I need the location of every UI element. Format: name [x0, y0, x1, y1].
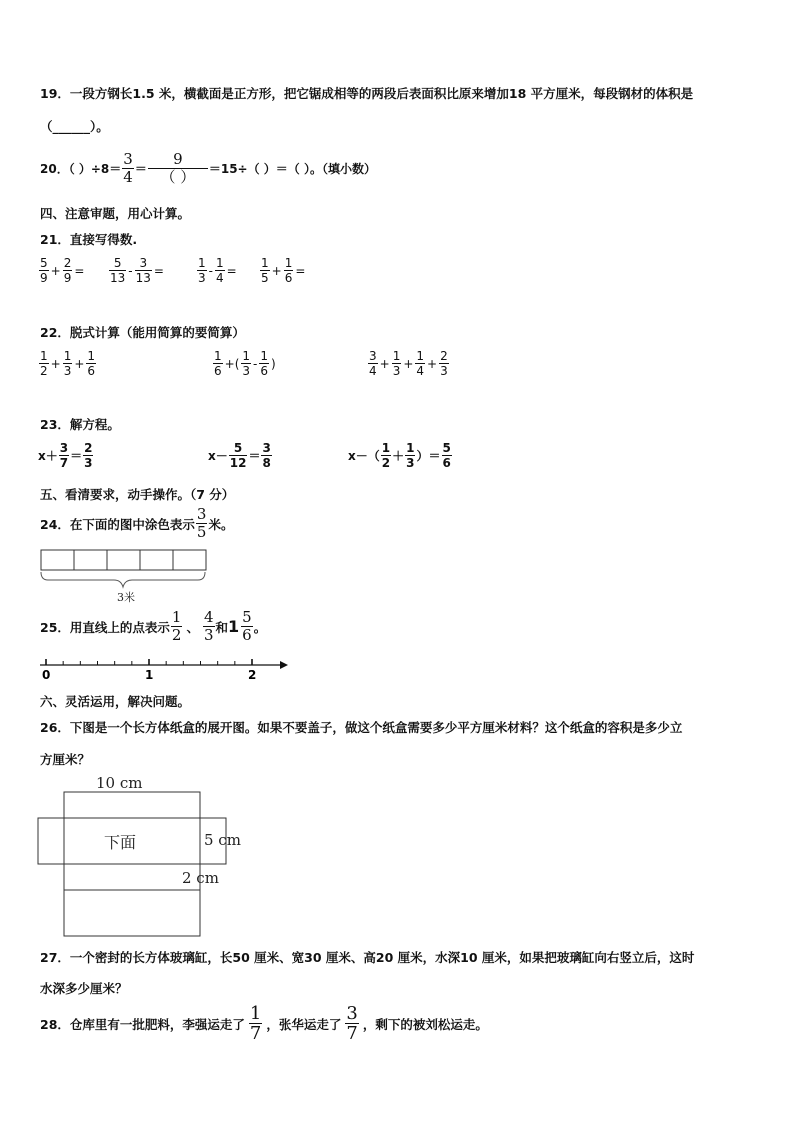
fraction: $\frac{1}{2}$ — [171, 608, 182, 644]
operator: + — [74, 356, 85, 371]
section-4-heading: 四、注意审题，用心计算。 — [40, 206, 191, 221]
q28-text-mid: ，张华运走了 — [266, 1016, 342, 1032]
label-bottom-face: 下面 — [104, 833, 137, 852]
q28-line — [40, 1004, 488, 1043]
fraction: $\frac{1}{4}$ — [215, 256, 224, 285]
q20-fraction-2: $\frac{9}{( )}$ — [148, 151, 208, 186]
label-5cm: 5 cm — [204, 831, 241, 849]
q28-text: 28．仓库里有一批肥料，李强运走了 — [40, 1016, 245, 1032]
fraction: $\frac{3}{7}$ — [59, 441, 69, 470]
variable: x－ — [208, 449, 228, 463]
operator: + — [379, 356, 390, 371]
brace — [41, 572, 205, 587]
q28-text-end: ，剩下的被刘松运走。 — [362, 1016, 488, 1032]
variable: x－（ — [348, 449, 380, 463]
fraction: $\frac{1}{6}$ — [87, 349, 96, 378]
q25-line — [40, 609, 266, 644]
net-top-face — [64, 792, 200, 818]
operator: + — [427, 356, 438, 371]
label-10cm: 10 cm — [96, 774, 143, 792]
operator: ＋ — [392, 449, 405, 463]
q22-expr-3 — [367, 349, 450, 378]
fraction: $\frac{1}{2}$ — [381, 441, 391, 470]
brace-label: 3米 — [117, 591, 135, 604]
q21-title: 21．直接写得数. — [40, 232, 138, 247]
equals: = — [295, 263, 306, 278]
section-6-heading: 六、灵活运用，解决问题。 — [40, 694, 191, 709]
q25-text: 25．用直线上的点表示 — [40, 619, 170, 635]
q21-item — [108, 256, 165, 285]
fraction: $\frac{1}{3}$ — [406, 441, 415, 470]
q22-expr-2 — [212, 349, 277, 378]
q23-title: 23．解方程。 — [40, 417, 120, 432]
q24-bar-diagram — [36, 546, 216, 606]
q24-line — [40, 506, 233, 541]
q23-eq-3 — [348, 441, 453, 470]
q24-unit: 米。 — [208, 516, 234, 532]
bar-segment[interactable] — [140, 550, 173, 570]
q20 — [40, 151, 376, 186]
operator: +( — [224, 356, 240, 371]
equals: = — [153, 263, 164, 278]
fraction: $\frac{2}{3}$ — [84, 441, 93, 470]
section-5-heading: 五、看清要求，动手操作。（7 分） — [40, 487, 235, 502]
fraction: $\frac{1}{6}$ — [214, 349, 222, 378]
whole-part: 1 — [228, 617, 240, 636]
fraction: $\frac{5}{9}$ — [40, 256, 48, 285]
equals: ＝ — [248, 449, 261, 463]
label-2cm: 2 cm — [182, 869, 219, 887]
q27-line1: 27．一个密封的长方体玻璃缸，长50 厘米、宽30 厘米、高20 厘米，水深10 厘米，如果把玻璃缸向右竖立后，这时 — [40, 950, 695, 965]
fraction: $\frac{5}{6}$ — [242, 608, 252, 644]
box-net-diagram — [34, 770, 274, 940]
close-paren-equals: ）＝ — [416, 449, 441, 463]
mixed-number — [228, 609, 254, 644]
tick-label: 0 — [42, 668, 51, 682]
period: 。 — [253, 619, 267, 635]
q22-expr-1 — [38, 349, 97, 378]
q21-item — [259, 256, 306, 285]
operator: - — [208, 263, 213, 278]
fraction: $\frac{1}{6}$ — [284, 256, 293, 285]
q21-item — [196, 256, 238, 285]
q21-item — [38, 256, 85, 285]
fraction: $\frac{2}{9}$ — [63, 256, 72, 285]
fraction: $\frac{3}{13}$ — [135, 256, 151, 285]
q20-fraction-1: $\frac{3}{4}$ — [123, 150, 133, 186]
operator: - — [128, 263, 133, 278]
q26-line2: 方厘米？ — [40, 752, 91, 767]
net-back-face — [64, 890, 200, 936]
q24-text: 24．在下面的图中涂色表示 — [40, 516, 195, 532]
fraction: $\frac{1}{6}$ — [260, 349, 269, 378]
fraction: $\frac{4}{3}$ — [203, 608, 214, 644]
q23-eq-2 — [208, 441, 273, 470]
fraction: $\frac{5}{12}$ — [229, 441, 247, 470]
operator: + — [50, 263, 61, 278]
q20-equals: ＝ — [134, 162, 147, 176]
fraction: $\frac{1}{3}$ — [392, 349, 401, 378]
q23-eq-1 — [38, 441, 94, 470]
fraction: $\frac{1}{3}$ — [63, 349, 72, 378]
fraction: $\frac{3}{8}$ — [262, 441, 271, 470]
tick-label: 2 — [248, 668, 257, 682]
conjunction: 和 — [215, 619, 229, 635]
tick-label: 1 — [145, 668, 154, 682]
fraction: $\frac{1}{3}$ — [198, 256, 206, 285]
q20-part1: 20．（ ）÷8＝ — [40, 162, 122, 176]
equals: = — [74, 263, 85, 278]
fraction: $\frac{1}{2}$ — [40, 349, 48, 378]
bar-segment[interactable] — [173, 550, 206, 570]
equals: ＝ — [70, 449, 83, 463]
q20-part2: ＝15÷（ ）＝（ ）。（填小数） — [208, 162, 376, 176]
number-line — [36, 654, 296, 682]
operator: + — [403, 356, 414, 371]
fraction: $\frac{3}{7}$ — [346, 1003, 358, 1044]
equals: = — [226, 263, 237, 278]
fraction: $\frac{2}{3}$ — [440, 349, 448, 378]
fraction: $\frac{3}{4}$ — [369, 349, 377, 378]
fraction: $\frac{1}{3}$ — [242, 349, 251, 378]
axis-arrow-icon — [280, 661, 288, 669]
separator: 、 — [186, 619, 199, 635]
net-left-face — [38, 818, 64, 864]
q22-title: 22．脱式计算（能用简算的要简算） — [40, 325, 245, 340]
operator: + — [271, 263, 282, 278]
fraction: $\frac{1}{4}$ — [416, 349, 425, 378]
q19-line2: （______）。 — [40, 119, 109, 134]
fraction: $\frac{1}{7}$ — [249, 1003, 262, 1044]
bar-segment[interactable] — [74, 550, 107, 570]
fraction: $\frac{5}{6}$ — [442, 441, 451, 470]
q26-line1: 26．下图是一个长方体纸盒的展开图。如果不要盖子，做这个纸盒需要多少平方厘米材料？这个纸盒的容积是多少立 — [40, 720, 683, 735]
bar-segment[interactable] — [107, 550, 140, 570]
variable: x＋ — [38, 449, 58, 463]
fraction: $\frac{1}{5}$ — [261, 256, 269, 285]
fraction: $\frac{5}{13}$ — [110, 256, 126, 285]
net-front-face — [64, 864, 200, 890]
bar-segment[interactable] — [41, 550, 74, 570]
operator: + — [50, 356, 61, 371]
close-paren: ) — [271, 356, 276, 371]
fraction: $\frac{3}{5}$ — [196, 505, 207, 541]
operator: - — [253, 356, 258, 371]
q27-line2: 水深多少厘米？ — [40, 981, 128, 996]
q19-line1: 19．一段方钢长1.5 米，横截面是正方形，把它锯成相等的两段后表面积比原来增加18 平方厘米，每段钢材的体积是 — [40, 86, 694, 101]
